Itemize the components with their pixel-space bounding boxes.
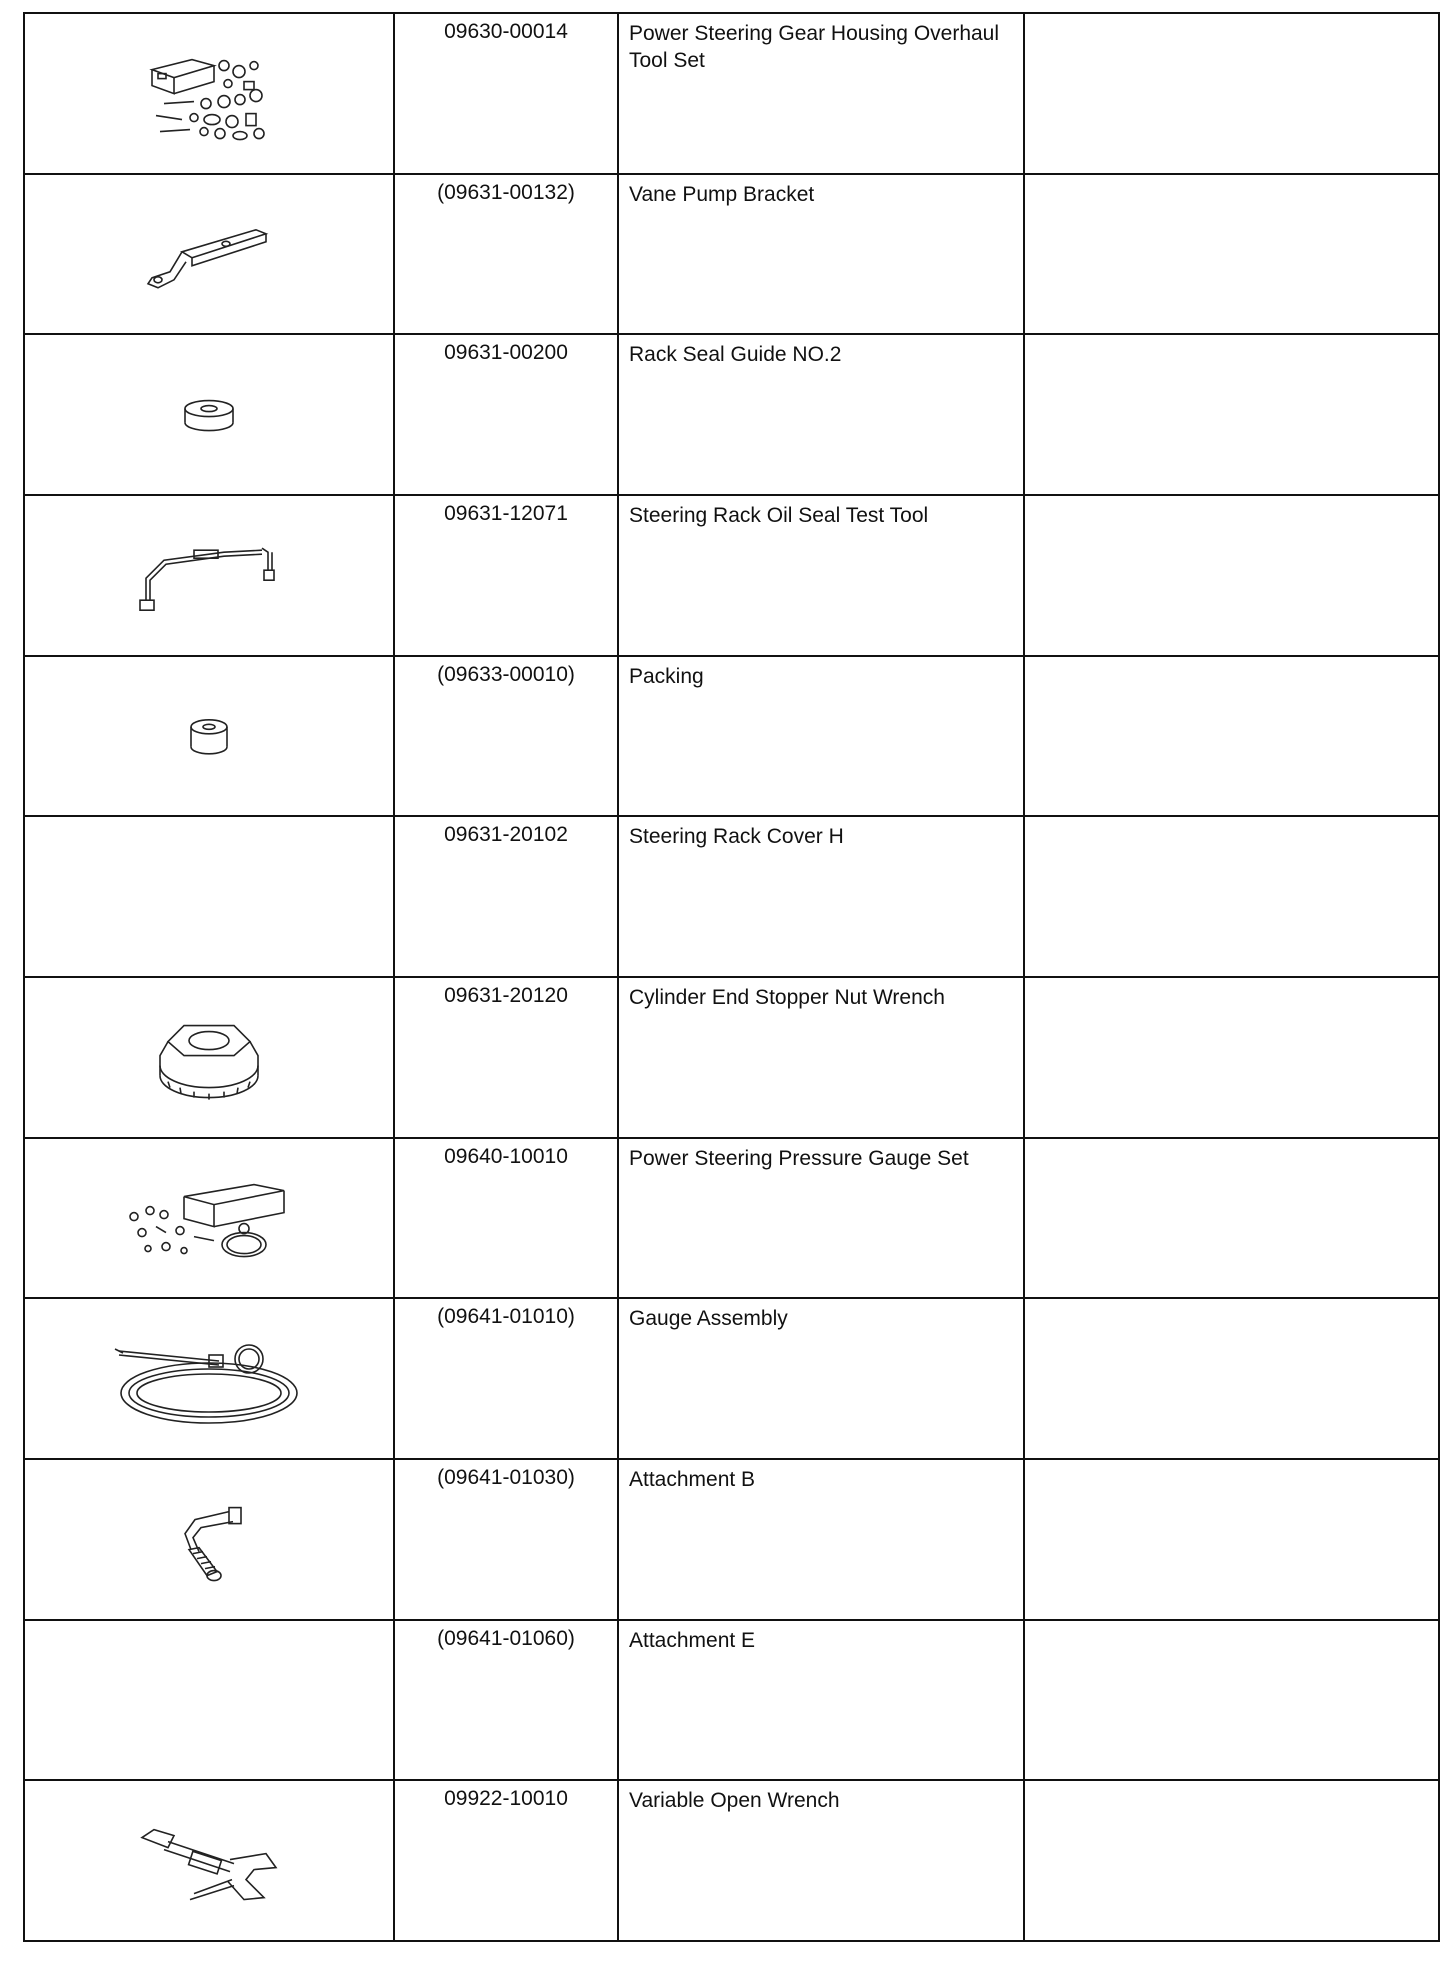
special-tools-table [23, 12, 1440, 1942]
notes-cell [1024, 656, 1439, 817]
illustration-cell [24, 495, 394, 656]
tool-name: Attachment B [618, 1459, 1024, 1620]
illustration-cell [24, 977, 394, 1138]
part-number: (09633-00010) [394, 656, 618, 817]
part-number: (09641-01010) [394, 1298, 618, 1459]
notes-cell [1024, 1298, 1439, 1459]
illustration-cell [24, 1459, 394, 1620]
table-row [24, 1620, 1439, 1781]
part-number: (09641-01030) [394, 1459, 618, 1620]
table-row [24, 656, 1439, 817]
tool-name: Steering Rack Cover H [618, 816, 1024, 977]
gauge-set-icon [124, 1177, 294, 1267]
table-row [24, 816, 1439, 977]
table-row [24, 1138, 1439, 1299]
part-number: 09640-10010 [394, 1138, 618, 1299]
illustration-cell [24, 13, 394, 174]
tool-name: Rack Seal Guide NO.2 [618, 334, 1024, 495]
part-number: 09631-20120 [394, 977, 618, 1138]
tool-name: Steering Rack Oil Seal Test Tool [618, 495, 1024, 656]
nut-wrench-icon [154, 1016, 264, 1106]
part-number: 09922-10010 [394, 1780, 618, 1941]
tool-name: Power Steering Pressure Gauge Set [618, 1138, 1024, 1299]
notes-cell [1024, 816, 1439, 977]
illustration-cell [24, 1138, 394, 1299]
illustration-cell [24, 334, 394, 495]
illustration-cell [24, 174, 394, 335]
open-wrench-icon [134, 1819, 284, 1909]
table-row [24, 13, 1439, 174]
part-number: 09631-00200 [394, 334, 618, 495]
table-row [24, 1780, 1439, 1941]
attachment-b-icon [159, 1498, 259, 1588]
tool-name: Cylinder End Stopper Nut Wrench [618, 977, 1024, 1138]
tool-name: Gauge Assembly [618, 1298, 1024, 1459]
table-row [24, 334, 1439, 495]
table-row [24, 1459, 1439, 1620]
notes-cell [1024, 1459, 1439, 1620]
illustration-cell [24, 1298, 394, 1459]
notes-cell [1024, 334, 1439, 495]
gauge-assembly-icon [109, 1333, 309, 1433]
bracket-icon [144, 222, 274, 292]
tool-name: Variable Open Wrench [618, 1780, 1024, 1941]
notes-cell [1024, 977, 1439, 1138]
tool-name: Power Steering Gear Housing Overhaul Tool Set [618, 13, 1024, 174]
seal-guide-icon [179, 396, 239, 436]
tool-name: Packing [618, 656, 1024, 817]
notes-cell [1024, 174, 1439, 335]
illustration-cell [24, 1780, 394, 1941]
table-row [24, 174, 1439, 335]
table-row [24, 1298, 1439, 1459]
illustration-cell [24, 816, 394, 977]
part-number: (09641-01060) [394, 1620, 618, 1781]
illustration-cell [24, 656, 394, 817]
table-row [24, 977, 1439, 1138]
table-row [24, 495, 1439, 656]
part-number: (09631-00132) [394, 174, 618, 335]
notes-cell [1024, 1620, 1439, 1781]
packing-icon [184, 715, 234, 761]
part-number: 09631-20102 [394, 816, 618, 977]
part-number: 09630-00014 [394, 13, 618, 174]
tool-name: Attachment E [618, 1620, 1024, 1781]
notes-cell [1024, 13, 1439, 174]
notes-cell [1024, 1780, 1439, 1941]
notes-cell [1024, 495, 1439, 656]
tool-name: Vane Pump Bracket [618, 174, 1024, 335]
notes-cell [1024, 1138, 1439, 1299]
tool-set-icon [144, 52, 274, 142]
illustration-cell [24, 1620, 394, 1781]
part-number: 09631-12071 [394, 495, 618, 656]
test-tool-icon [134, 538, 284, 618]
